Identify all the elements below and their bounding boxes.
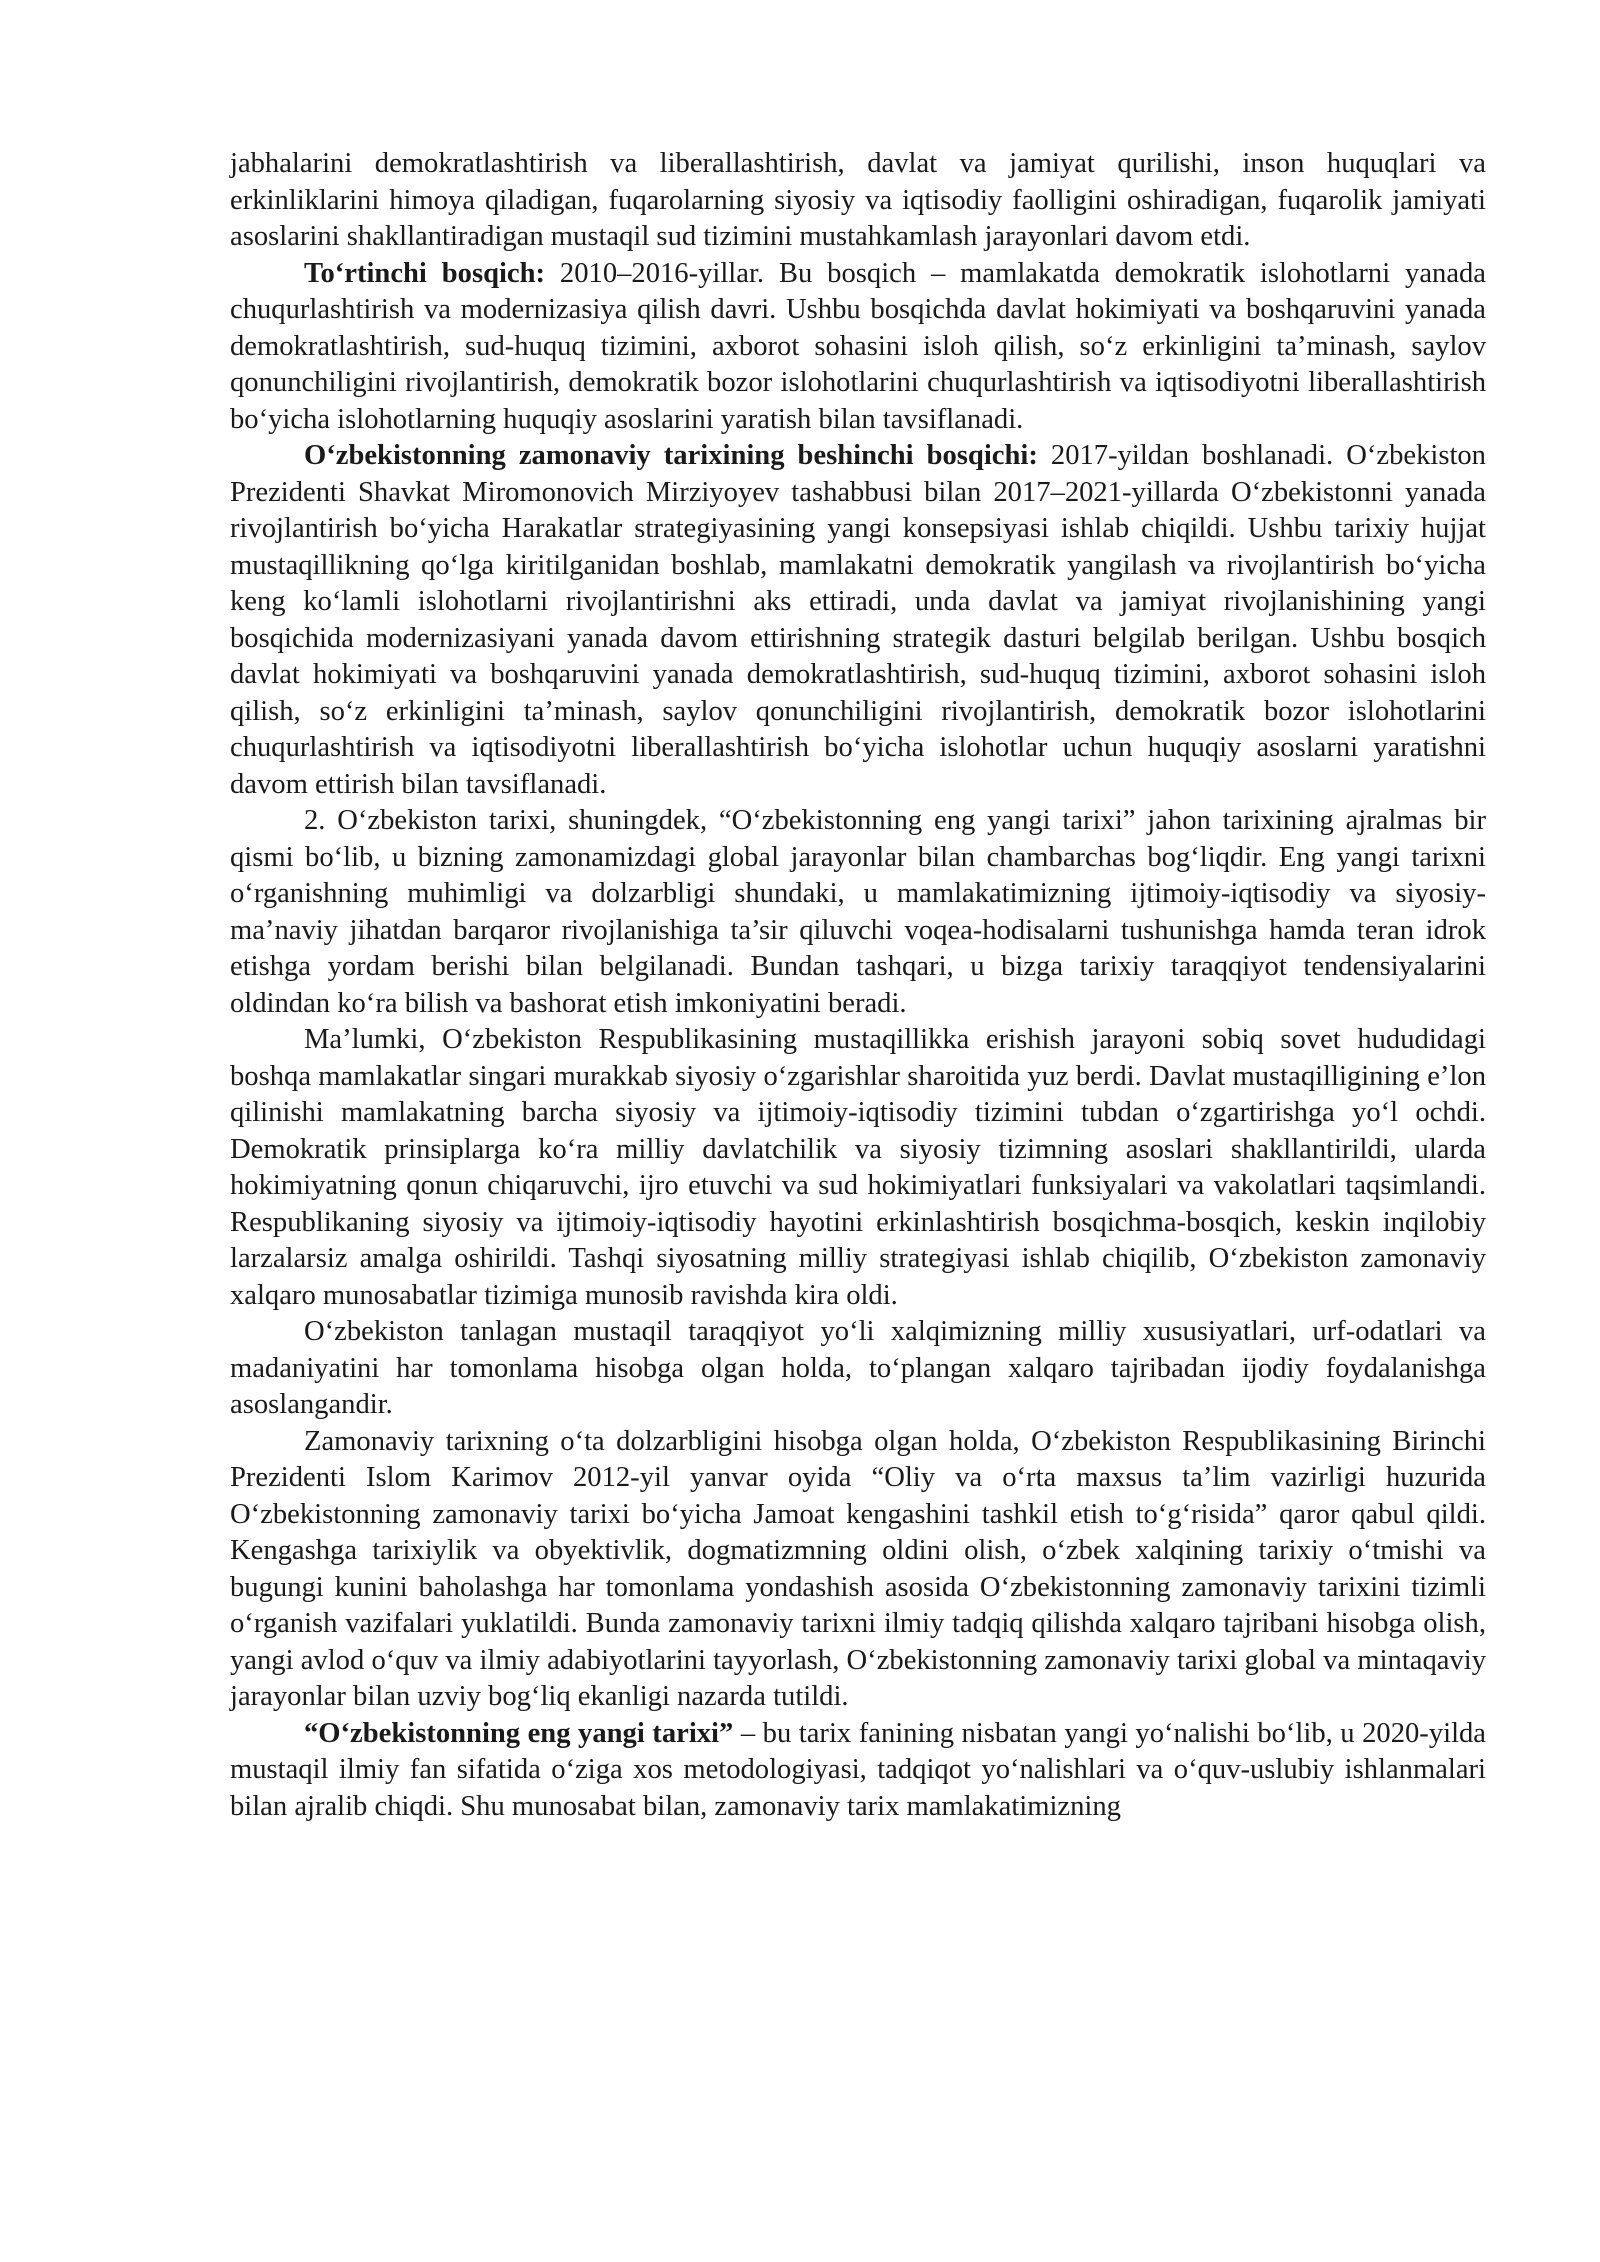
paragraph-lead-bold: “O‘zbekistonning eng yangi tarixi” xyxy=(304,1717,734,1749)
paragraph-text: Zamonaviy tarixning o‘ta dolzarbligini hisobga olgan holda, O‘zbekiston Respublikasining Birinchi Prezidenti Islom Karimov 2012-yil yanvar oyida “Oliy va o‘rta maxsus ta’lim vazirligi huzurida O‘zbekistonning zamonaviy tarixi bo‘yicha Jamoat kengashini tashkil etish to‘g‘risida” qaror qabul qildi. Kengashga tarixiylik va obyektivlik, dogmatizmning oldini olish, o‘zbek xalqining tarixiy o‘tmishi va bugungi kunini baholashga har tomonlama yondashish asosida O‘zbekistonning zamonaviy tarixini tizimli o‘rganish vazifalari yuklatildi. Bunda zamonaviy tarixni ilmiy tadqiq qilishda xalqaro tajribani hisobga olish, yangi avlod o‘quv va ilmiy adabiyotlarini tayyorlash, O‘zbekistonning zamonaviy tarixi global va mintaqaviy jarayonlar bilan uzviy bog‘liq ekanligi nazarda tutildi. xyxy=(230,1425,1486,1712)
paragraph-independence xyxy=(230,1022,1486,1314)
paragraph-text: O‘zbekiston tanlagan mustaqil taraqqiyot yo‘li xalqimizning milliy xususiyatlari, urf-odatlari va madaniyatini har tomonlama hisobga olgan holda, to‘plangan xalqaro tajribadan ijodiy foydalanishga asoslangandir. xyxy=(230,1316,1486,1420)
paragraph-public-council xyxy=(230,1424,1486,1716)
paragraph-fourth-stage xyxy=(230,256,1486,439)
paragraph-newest-history xyxy=(230,1716,1486,1826)
paragraph-text: jabhalarini demokratlashtirish va liberallashtirish, davlat va jamiyat qurilishi, inson huquqlari va erkinliklarini himoya qiladigan, fuqarolarning siyosiy va iqtisodiy faolligini oshiradigan, fuqarolik jamiyati asoslarini shakllantiradigan mustaqil sud tizimini mustahkamlash jarayonlari davom etdi. xyxy=(230,148,1486,252)
document-page xyxy=(230,146,1486,1825)
paragraph-text: – bu tarix fanining nisbatan yangi yo‘nalishi bo‘lib, u 2020-yilda mustaqil ilmiy fan sifatida o‘ziga xos metodologiyasi, tadqiqot yo‘nalishlari va o‘quv-uslubiy ishlanmalari bilan ajralib chiqdi. Shu munosabat bilan, zamonaviy tarix mamlakatimizning xyxy=(230,1717,1487,1822)
paragraph-text: Ma’lumki, O‘zbekiston Respublikasining mustaqillikka erishish jarayoni sobiq sovet hududidagi boshqa mamlakatlar singari murakkab siyosiy o‘zgarishlar sharoitida yuz berdi. Davlat mustaqilligining e’lon qilinishi mamlakatning barcha siyosiy va ijtimoiy-iqtisodiy tizimini tubdan o‘zgartirishga yo‘l ochdi. Demokratik prinsiplarga ko‘ra milliy davlatchilik va siyosiy tizimning asoslari shakllantirildi, ularda hokimiyatning qonun chiqaruvchi, ijro etuvchi va sud hokimiyatlari funksiyalari va vakolatlari taqsimlandi. Respublikaning siyosiy va ijtimoiy-iqtisodiy hayotini erkinlashtirish bosqichma-bosqich, keskin inqilobiy larzalarsiz amalga oshirildi. Tashqi siyosatning milliy strategiyasi ishlab chiqilib, O‘zbekiston zamonaviy xalqaro munosabatlar tizimiga munosib ravishda kira oldi. xyxy=(230,1024,1486,1311)
paragraph-section-2 xyxy=(230,803,1486,1022)
paragraph-continuation xyxy=(230,146,1486,256)
paragraph-text: 2. O‘zbekiston tarixi, shuningdek, “O‘zbekistonning eng yangi tarixi” jahon tarixining ajralmas bir qismi bo‘lib, u bizning zamonamizdagi global jarayonlar bilan chambarchas bog‘liqdir. Eng yangi tarixni o‘rganishning muhimligi va dolzarbligi shundaki, u mamlakatimizning ijtimoiy-iqtisodiy va siyosiy-ma’naviy jihatdan barqaror rivojlanishiga ta’sir qiluvchi voqea-hodisalarni tushunishga hamda teran idrok etishga yordam berishi bilan belgilanadi. Bundan tashqari, u bizga tarixiy taraqqiyot tendensiyalarini oldindan ko‘ra bilish va bashorat etish imkoniyatini beradi. xyxy=(230,805,1486,1019)
paragraph-lead-bold: To‘rtinchi bosqich: xyxy=(304,257,546,289)
paragraph-text: 2017-yildan boshlanadi. O‘zbekiston Prezidenti Shavkat Miromonovich Mirziyoyev tashabbusi bilan 2017–2021-yillarda O‘zbekistonni yanada rivojlantirish bo‘yicha Harakatlar strategiyasining yangi konsepsiyasi ishlab chiqildi. Ushbu tarixiy hujjat mustaqillikning qo‘lga kiritilganidan boshlab, mamlakatni demokratik yangilash va rivojlantirish bo‘yicha keng ko‘lamli islohotlarni rivojlantirishni aks ettiradi, unda davlat va jamiyat rivojlanishining yangi bosqichida modernizasiyani yanada davom ettirishning strategik dasturi belgilab berilgan. Ushbu bosqich davlat hokimiyati va boshqaruvini yanada demokratlashtirish, sud-huquq tizimini, axborot sohasini isloh qilish, so‘z erkinligini ta’minash, saylov qonunchiligini rivojlantirish, demokratik bozor islohotlarini chuqurlashtirish va iqtisodiyotni liberallashtirish bo‘yicha islohotlar uchun huquqiy asoslarni yaratishni davom ettirish bilan tavsiflanadi. xyxy=(230,440,1486,800)
paragraph-fifth-stage xyxy=(230,438,1486,803)
paragraph-lead-bold: O‘zbekistonning zamonaviy tarixining beshinchi bosqichi: xyxy=(304,440,1038,471)
paragraph-text: 2010–2016-yillar. Bu bosqich – mamlakatda demokratik islohotlarni yanada chuqurlashtirish va modernizasiya qilish davri. Ushbu bosqichda davlat hokimiyati va boshqaruvini yanada demokratlashtirish, sud-huquq tizimini, axborot sohasini isloh qilish, so‘z erkinligini ta’minash, saylov qonunchiligini rivojlantirish, demokratik bozor islohotlarini chuqurlashtirish va iqtisodiyotni liberallashtirish bo‘yicha islohotlarning huquqiy asoslarini yaratish bilan tavsiflanadi. xyxy=(230,257,1486,435)
paragraph-development-path xyxy=(230,1314,1486,1424)
